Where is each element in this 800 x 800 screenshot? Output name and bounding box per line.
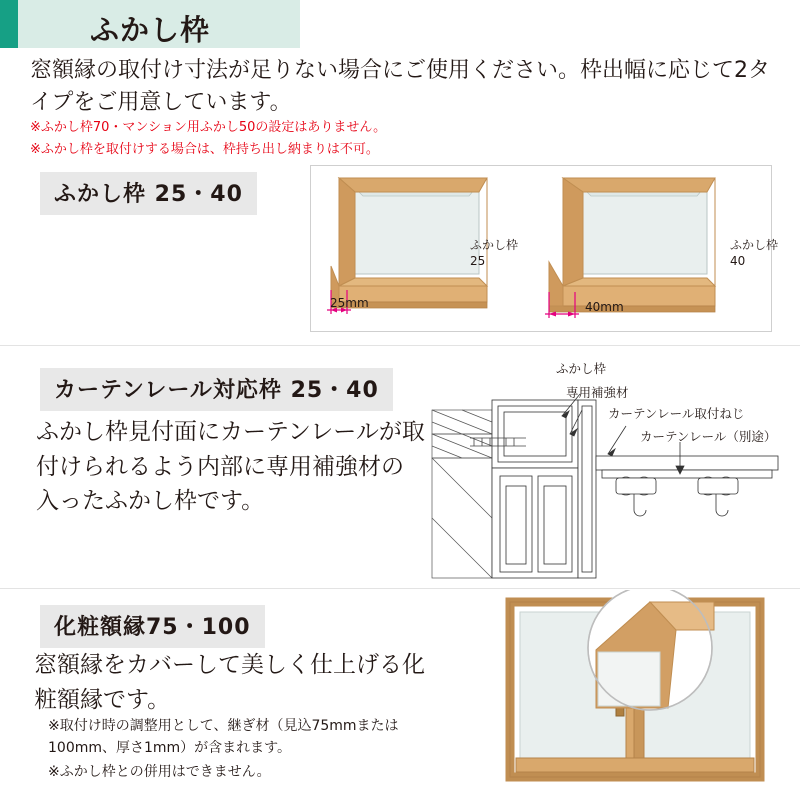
callout-reinforcement: 専用補強材	[566, 385, 629, 400]
section-divider-2	[0, 588, 800, 589]
section-3-note-2: ※ふかし枠との併用はできません。	[48, 764, 271, 780]
fukashi-25-label	[470, 238, 518, 269]
dim-25mm-label: 25mm	[330, 296, 369, 310]
section-1-heading: ふかし枠 25・40	[40, 172, 257, 215]
fukashi-25-40-illustration	[311, 166, 769, 329]
fukashi-25-label-line1: ふかし枠	[470, 238, 519, 252]
section-divider-1	[0, 345, 800, 346]
fukashi-25-label-line2: 25	[470, 253, 486, 268]
dim-40mm-label: 40mm	[585, 300, 624, 314]
section-2-body: ふかし枠見付面にカーテンレールが取付けられるよう内部に専用補強材の入ったふかし枠です。	[36, 419, 425, 514]
section-1-figure	[310, 165, 772, 332]
title-accent-bar	[0, 0, 18, 48]
lead-note-1: ※ふかし枠70・マンション用ふかし50の設定はありません。	[30, 120, 387, 135]
section-3-heading: 化粧額縁75・100	[40, 605, 265, 648]
lead-paragraph: 窓額縁の取付け寸法が足りない場合にご使用ください。枠出幅に応じて2タイプをご用意しています。	[30, 58, 770, 115]
keshou-gakubuchi-illustration	[500, 590, 790, 795]
callout-curtain-rail: カーテンレール（別途）	[640, 429, 777, 444]
fukashi-40-label-line1: ふかし枠	[730, 238, 779, 252]
page-title: ふかし枠	[90, 13, 211, 47]
section-3-figure	[500, 590, 790, 795]
callout-rail-screw: カーテンレール取付ねじ	[608, 406, 745, 421]
section-2-heading: カーテンレール対応枠 25・40	[40, 368, 393, 411]
fukashi-40-label	[730, 238, 778, 269]
fukashi-40-label-line2: 40	[730, 253, 746, 268]
section-3-note-1: ※取付け時の調整用として、継ぎ材（見込75mmまたは100mm、厚さ1mm）が含まれます。	[48, 718, 399, 756]
lead-note-2: ※ふかし枠を取付けする場合は、枠持ち出し納まりは不可。	[30, 142, 379, 157]
section-3-body: 窓額縁をカバーして美しく仕上げる化粧額縁です。	[34, 652, 425, 713]
callout-fukashi-waku: ふかし枠	[556, 361, 607, 376]
